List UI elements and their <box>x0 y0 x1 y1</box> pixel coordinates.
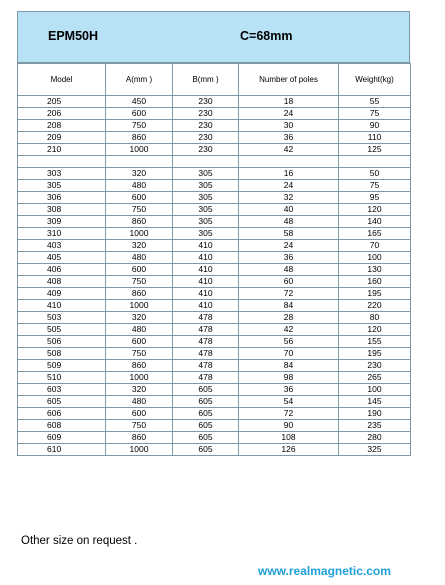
cell-a <box>106 156 173 168</box>
cell-b: 478 <box>173 324 239 336</box>
cell-model: 503 <box>18 312 106 324</box>
cell-b: 410 <box>173 276 239 288</box>
cell-weight: 55 <box>339 96 411 108</box>
cell-poles: 40 <box>239 204 339 216</box>
cell-b: 410 <box>173 240 239 252</box>
table-row <box>18 156 411 168</box>
cell-model: 405 <box>18 252 106 264</box>
cell-model: 409 <box>18 288 106 300</box>
cell-b: 305 <box>173 216 239 228</box>
cell-weight: 120 <box>339 204 411 216</box>
cell-b: 230 <box>173 108 239 120</box>
cell-b: 605 <box>173 384 239 396</box>
cell-b: 230 <box>173 144 239 156</box>
cell-b: 305 <box>173 204 239 216</box>
table-row <box>18 384 411 396</box>
cell-model: 309 <box>18 216 106 228</box>
cell-poles: 70 <box>239 348 339 360</box>
cell-b: 230 <box>173 96 239 108</box>
cell-b <box>173 156 239 168</box>
cell-b: 605 <box>173 444 239 456</box>
cell-model: 205 <box>18 96 106 108</box>
cell-poles: 36 <box>239 252 339 264</box>
cell-b: 478 <box>173 372 239 384</box>
cell-model: 209 <box>18 132 106 144</box>
table-row <box>18 168 411 180</box>
cell-a: 750 <box>106 420 173 432</box>
cell-weight: 90 <box>339 120 411 132</box>
table-row <box>18 204 411 216</box>
cell-model: 606 <box>18 408 106 420</box>
cell-a: 320 <box>106 384 173 396</box>
cell-model: 505 <box>18 324 106 336</box>
cell-a: 1000 <box>106 144 173 156</box>
cell-b: 605 <box>173 432 239 444</box>
cell-poles: 90 <box>239 420 339 432</box>
cell-a: 860 <box>106 360 173 372</box>
cell-weight: 195 <box>339 348 411 360</box>
cell-weight: 235 <box>339 420 411 432</box>
cell-model: 303 <box>18 168 106 180</box>
cell-poles: 48 <box>239 264 339 276</box>
cell-poles: 42 <box>239 324 339 336</box>
table-row <box>18 288 411 300</box>
table-row <box>18 372 411 384</box>
cell-poles: 16 <box>239 168 339 180</box>
cell-weight: 130 <box>339 264 411 276</box>
cell-a: 1000 <box>106 228 173 240</box>
cell-poles: 98 <box>239 372 339 384</box>
table-row <box>18 240 411 252</box>
table-row <box>18 216 411 228</box>
table-row <box>18 300 411 312</box>
cell-a: 1000 <box>106 372 173 384</box>
cell-b: 230 <box>173 132 239 144</box>
cell-a: 600 <box>106 408 173 420</box>
table-row <box>18 348 411 360</box>
column-header-row <box>18 64 411 96</box>
table-row <box>18 252 411 264</box>
cell-weight: 160 <box>339 276 411 288</box>
cell-weight: 120 <box>339 324 411 336</box>
cell-poles: 18 <box>239 96 339 108</box>
cell-weight: 230 <box>339 360 411 372</box>
cell-a: 1000 <box>106 300 173 312</box>
cell-model <box>18 156 106 168</box>
cell-b: 305 <box>173 168 239 180</box>
cell-a: 480 <box>106 396 173 408</box>
cell-model: 208 <box>18 120 106 132</box>
cell-model: 310 <box>18 228 106 240</box>
cell-poles: 108 <box>239 432 339 444</box>
cell-a: 600 <box>106 108 173 120</box>
cell-poles: 24 <box>239 180 339 192</box>
cell-weight: 75 <box>339 108 411 120</box>
table-row <box>18 180 411 192</box>
cell-weight: 70 <box>339 240 411 252</box>
cell-a: 860 <box>106 216 173 228</box>
table-row <box>18 420 411 432</box>
cell-poles: 72 <box>239 408 339 420</box>
cell-b: 305 <box>173 192 239 204</box>
table-row <box>18 396 411 408</box>
cell-a: 750 <box>106 276 173 288</box>
table-row <box>18 120 411 132</box>
cell-b: 230 <box>173 120 239 132</box>
table-body <box>18 96 411 456</box>
cell-a: 600 <box>106 336 173 348</box>
cell-a: 750 <box>106 120 173 132</box>
cell-a: 480 <box>106 324 173 336</box>
cell-b: 478 <box>173 348 239 360</box>
cell-weight: 140 <box>339 216 411 228</box>
column-header-b: B(mm ) <box>173 64 239 96</box>
cell-b: 605 <box>173 408 239 420</box>
cell-a: 1000 <box>106 444 173 456</box>
table-row <box>18 312 411 324</box>
cell-poles: 30 <box>239 120 339 132</box>
cell-b: 478 <box>173 312 239 324</box>
cell-b: 478 <box>173 336 239 348</box>
table-row <box>18 192 411 204</box>
column-header-a: A(mm ) <box>106 64 173 96</box>
cell-poles: 60 <box>239 276 339 288</box>
cell-weight: 155 <box>339 336 411 348</box>
cell-b: 410 <box>173 252 239 264</box>
cell-b: 410 <box>173 288 239 300</box>
cell-weight: 195 <box>339 288 411 300</box>
cell-a: 860 <box>106 288 173 300</box>
table-row <box>18 132 411 144</box>
cell-weight: 280 <box>339 432 411 444</box>
cell-weight: 100 <box>339 252 411 264</box>
table-row <box>18 324 411 336</box>
table-row <box>18 228 411 240</box>
cell-a: 750 <box>106 204 173 216</box>
table-row <box>18 444 411 456</box>
cell-model: 605 <box>18 396 106 408</box>
cell-model: 609 <box>18 432 106 444</box>
cell-b: 605 <box>173 420 239 432</box>
cell-weight: 95 <box>339 192 411 204</box>
cell-a: 600 <box>106 264 173 276</box>
cell-a: 860 <box>106 132 173 144</box>
table-row <box>18 276 411 288</box>
table-header-banner <box>17 11 410 63</box>
cell-a: 480 <box>106 180 173 192</box>
size-request-note: Other size on request . <box>21 535 138 547</box>
cell-a: 320 <box>106 312 173 324</box>
cell-model: 308 <box>18 204 106 216</box>
table-row <box>18 336 411 348</box>
cell-b: 605 <box>173 396 239 408</box>
cell-poles: 48 <box>239 216 339 228</box>
cell-weight: 125 <box>339 144 411 156</box>
cell-poles: 32 <box>239 192 339 204</box>
cell-b: 305 <box>173 180 239 192</box>
cell-weight: 220 <box>339 300 411 312</box>
cell-poles: 54 <box>239 396 339 408</box>
cell-weight: 265 <box>339 372 411 384</box>
column-header-poles: Number of poles <box>239 64 339 96</box>
cell-model: 403 <box>18 240 106 252</box>
cell-poles: 36 <box>239 384 339 396</box>
cell-weight <box>339 156 411 168</box>
cell-model: 408 <box>18 276 106 288</box>
cell-poles: 24 <box>239 240 339 252</box>
cell-model: 509 <box>18 360 106 372</box>
cell-poles <box>239 156 339 168</box>
cell-weight: 165 <box>339 228 411 240</box>
table-row <box>18 96 411 108</box>
cell-b: 410 <box>173 264 239 276</box>
cell-weight: 325 <box>339 444 411 456</box>
table-row <box>18 432 411 444</box>
cell-a: 480 <box>106 252 173 264</box>
product-series-title: EPM50H <box>48 29 99 43</box>
cell-model: 508 <box>18 348 106 360</box>
cell-model: 406 <box>18 264 106 276</box>
cell-a: 450 <box>106 96 173 108</box>
cell-a: 320 <box>106 168 173 180</box>
cell-a: 750 <box>106 348 173 360</box>
cell-a: 860 <box>106 432 173 444</box>
cell-model: 306 <box>18 192 106 204</box>
cell-model: 610 <box>18 444 106 456</box>
cell-weight: 145 <box>339 396 411 408</box>
dimensions-table <box>17 63 411 456</box>
column-header-weight: Weight(kg) <box>339 64 411 96</box>
cell-model: 410 <box>18 300 106 312</box>
cell-a: 600 <box>106 192 173 204</box>
cell-model: 603 <box>18 384 106 396</box>
cell-model: 305 <box>18 180 106 192</box>
cell-b: 410 <box>173 300 239 312</box>
product-spec: C=68mm <box>240 29 293 43</box>
cell-poles: 28 <box>239 312 339 324</box>
table-row <box>18 360 411 372</box>
column-header-model: Model <box>18 64 106 96</box>
cell-b: 478 <box>173 360 239 372</box>
cell-weight: 190 <box>339 408 411 420</box>
cell-poles: 56 <box>239 336 339 348</box>
cell-model: 608 <box>18 420 106 432</box>
cell-poles: 72 <box>239 288 339 300</box>
cell-weight: 75 <box>339 180 411 192</box>
website-link[interactable]: www.realmagnetic.com <box>258 564 391 578</box>
cell-poles: 126 <box>239 444 339 456</box>
cell-poles: 36 <box>239 132 339 144</box>
table-row <box>18 144 411 156</box>
cell-poles: 58 <box>239 228 339 240</box>
cell-poles: 84 <box>239 300 339 312</box>
cell-a: 320 <box>106 240 173 252</box>
cell-model: 206 <box>18 108 106 120</box>
cell-poles: 42 <box>239 144 339 156</box>
cell-model: 210 <box>18 144 106 156</box>
cell-b: 305 <box>173 228 239 240</box>
cell-model: 510 <box>18 372 106 384</box>
cell-model: 506 <box>18 336 106 348</box>
cell-poles: 24 <box>239 108 339 120</box>
cell-weight: 80 <box>339 312 411 324</box>
spec-sheet <box>17 11 410 527</box>
cell-weight: 110 <box>339 132 411 144</box>
table-row <box>18 408 411 420</box>
cell-poles: 84 <box>239 360 339 372</box>
table-row <box>18 108 411 120</box>
cell-weight: 100 <box>339 384 411 396</box>
cell-weight: 50 <box>339 168 411 180</box>
table-row <box>18 264 411 276</box>
